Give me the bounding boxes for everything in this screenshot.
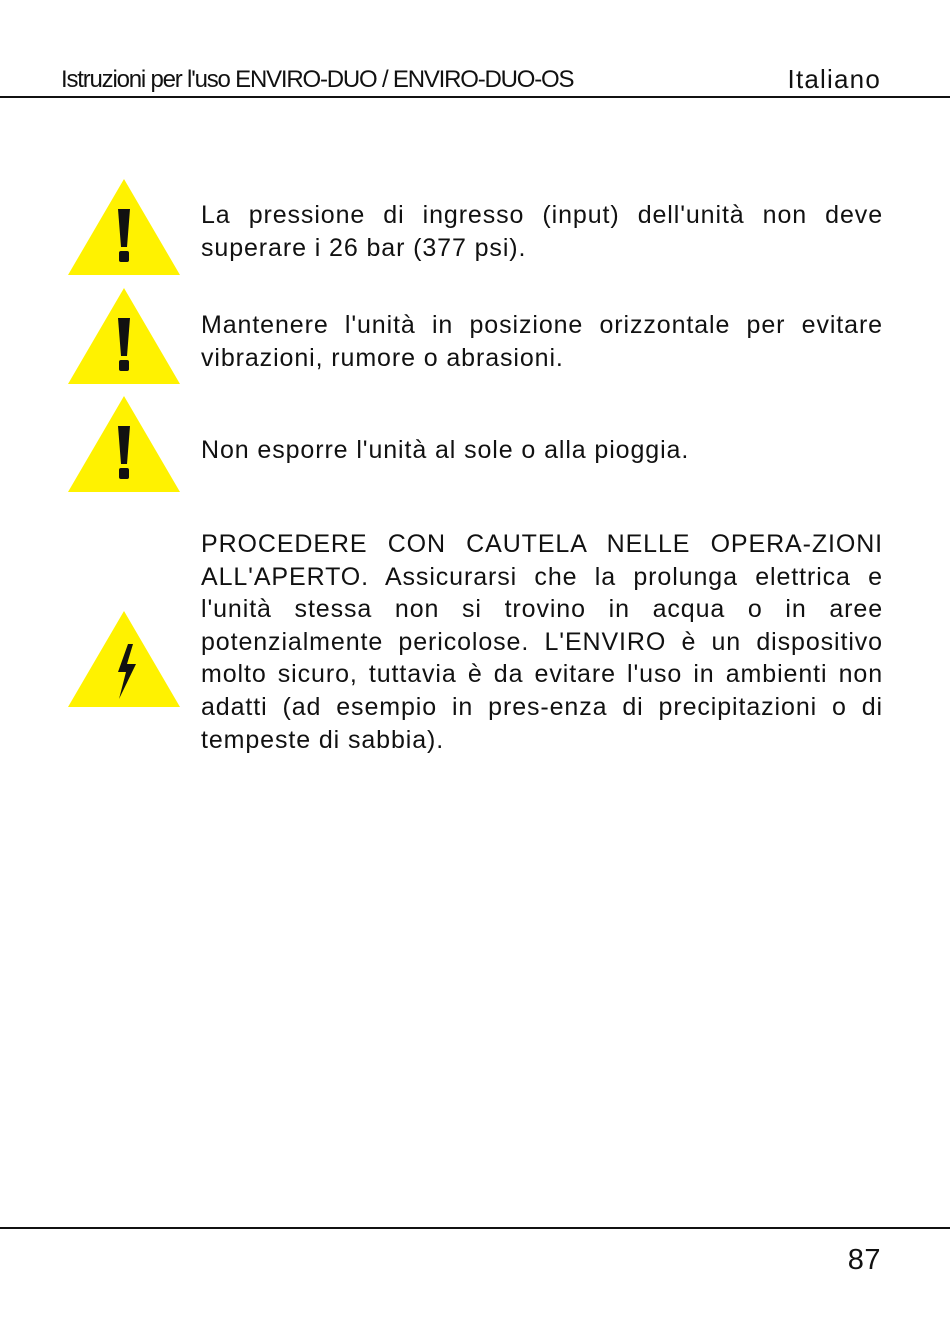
- warning-exclamation-icon: [68, 288, 180, 386]
- page-number: 87: [847, 1244, 881, 1276]
- warning-exclamation-icon: [68, 179, 180, 277]
- electrical-hazard-icon: [68, 611, 180, 709]
- warning-text-horizontal-position: Mantenere l'unità in posizione orizzontale per evitare vibrazioni, rumore o abrasioni.: [201, 311, 883, 372]
- language-label: Italiano: [787, 64, 881, 94]
- warning-text-input-pressure: La pressione di ingresso (input) dell'unità non deve superare i 26 bar (377 psi).: [201, 201, 883, 262]
- header-divider: [0, 96, 950, 98]
- warning-text-sun-rain: Non esporre l'unità al sole o alla pioggia.: [201, 436, 690, 464]
- warning-text-outdoor-caution: PROCEDERE CON CAUTELA NELLE OPERA-ZIONI ALL'APERTO. Assicurarsi che la prolunga elettrica e l'unità stessa non si trovino in acqua o in aree potenzialmente pericolose. L'ENVIRO è un dispositivo molto sicuro, tuttavia è da evitare l'uso in ambienti non adatti (ad esempio in pres-enza di precipitazioni o di tempeste di sabbia).: [201, 530, 883, 754]
- document-title: Istruzioni per l'uso ENVIRO-DUO / ENVIRO-DUO-OS: [61, 66, 574, 93]
- warning-exclamation-icon: [68, 396, 180, 494]
- footer-divider: [0, 1227, 950, 1229]
